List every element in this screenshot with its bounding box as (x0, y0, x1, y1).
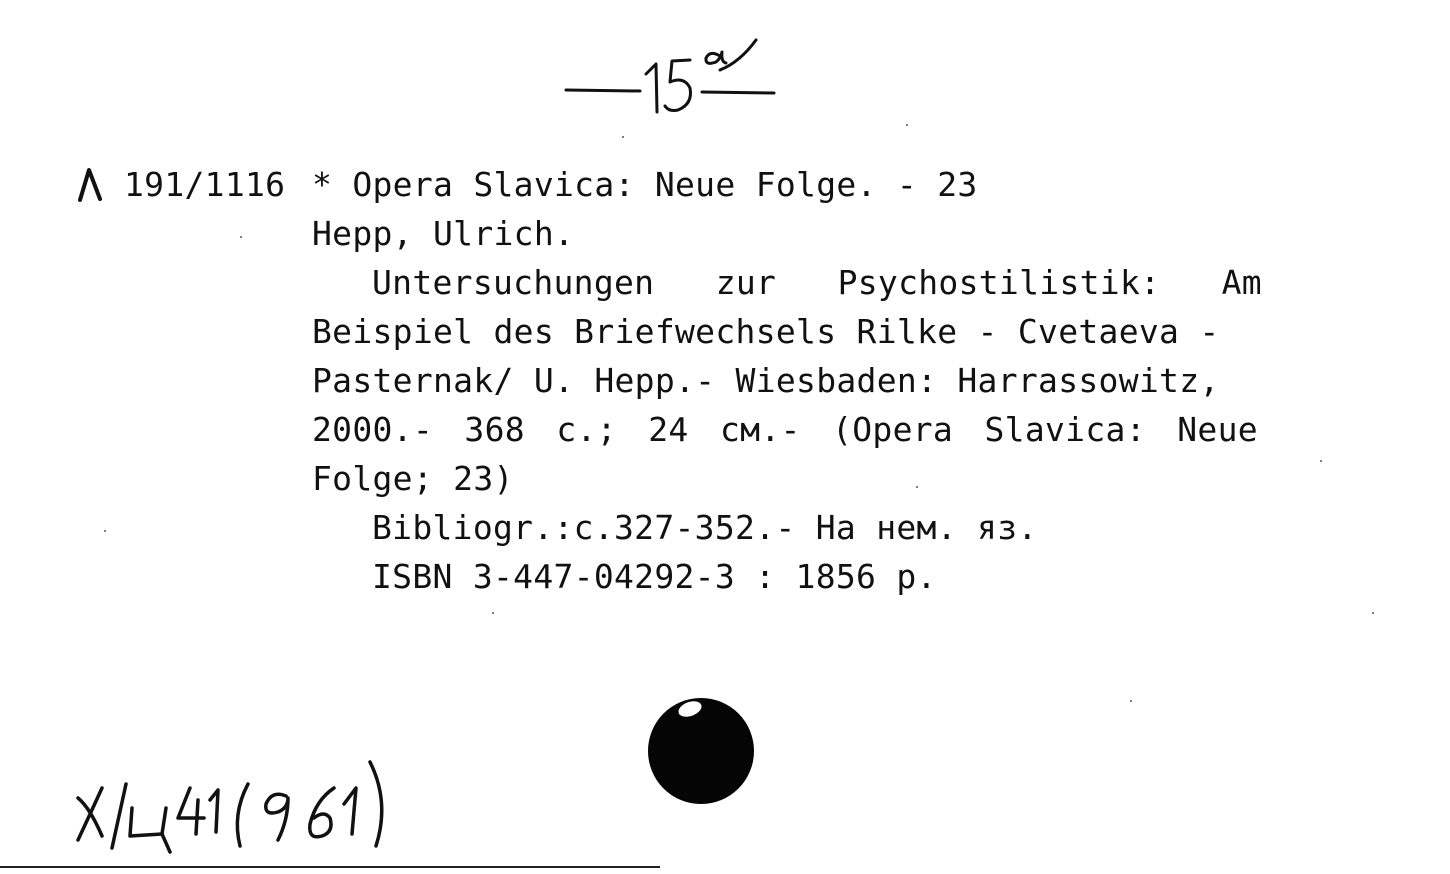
title-word: zur (715, 263, 777, 302)
scan-speck (104, 530, 106, 532)
scan-speck (622, 136, 624, 138)
title-line-3: Pasternak/ U. Hepp.- Wiesbaden: Harrassowitz, (312, 361, 1220, 400)
lambda-mark-icon (76, 166, 106, 202)
title-word: Psychostilistik: (837, 263, 1161, 302)
scan-speck (492, 612, 494, 614)
imprint-size: 24 (648, 410, 689, 449)
title-line-5: Folge; 23) (312, 459, 514, 498)
scan-speck (916, 486, 918, 488)
series-statement: Neue (1177, 410, 1258, 449)
imprint-unit: с.; (556, 410, 617, 449)
scan-speck (240, 236, 242, 238)
bottom-edge-rule (0, 866, 660, 868)
series-statement: Slavica: (984, 410, 1146, 449)
scan-speck (1130, 700, 1132, 702)
imprint-year: 2000.- (312, 410, 434, 449)
shelf-mark: 191/1116 (124, 165, 286, 204)
bibliography-note: Bibliogr.:c.327-352.- На нем. яз. (372, 508, 1038, 547)
imprint-size-unit: см.- (720, 410, 801, 449)
title-word: Untersuchungen (372, 263, 655, 302)
punch-hole (648, 698, 754, 804)
author-heading: Hepp, Ulrich. (312, 214, 575, 253)
sheet-mark-handwritten (560, 30, 790, 120)
title-line-1 (372, 258, 1262, 307)
scan-speck (1372, 612, 1374, 614)
scan-speck (1320, 460, 1322, 462)
handwritten-class-code (72, 748, 472, 858)
title-line-2: Beispiel des Briefwechsels Rilke - Cvetaeva - (312, 312, 1220, 351)
title-line-4 (312, 405, 1258, 454)
title-word: Am (1221, 263, 1262, 302)
series-heading: * Opera Slavica: Neue Folge. - 23 (312, 165, 978, 204)
scan-speck (906, 124, 908, 126)
series-statement: (Opera (832, 410, 954, 449)
imprint-pages: 368 (464, 410, 525, 449)
isbn-price: ISBN 3-447-04292-3 : 1856 р. (372, 557, 937, 596)
